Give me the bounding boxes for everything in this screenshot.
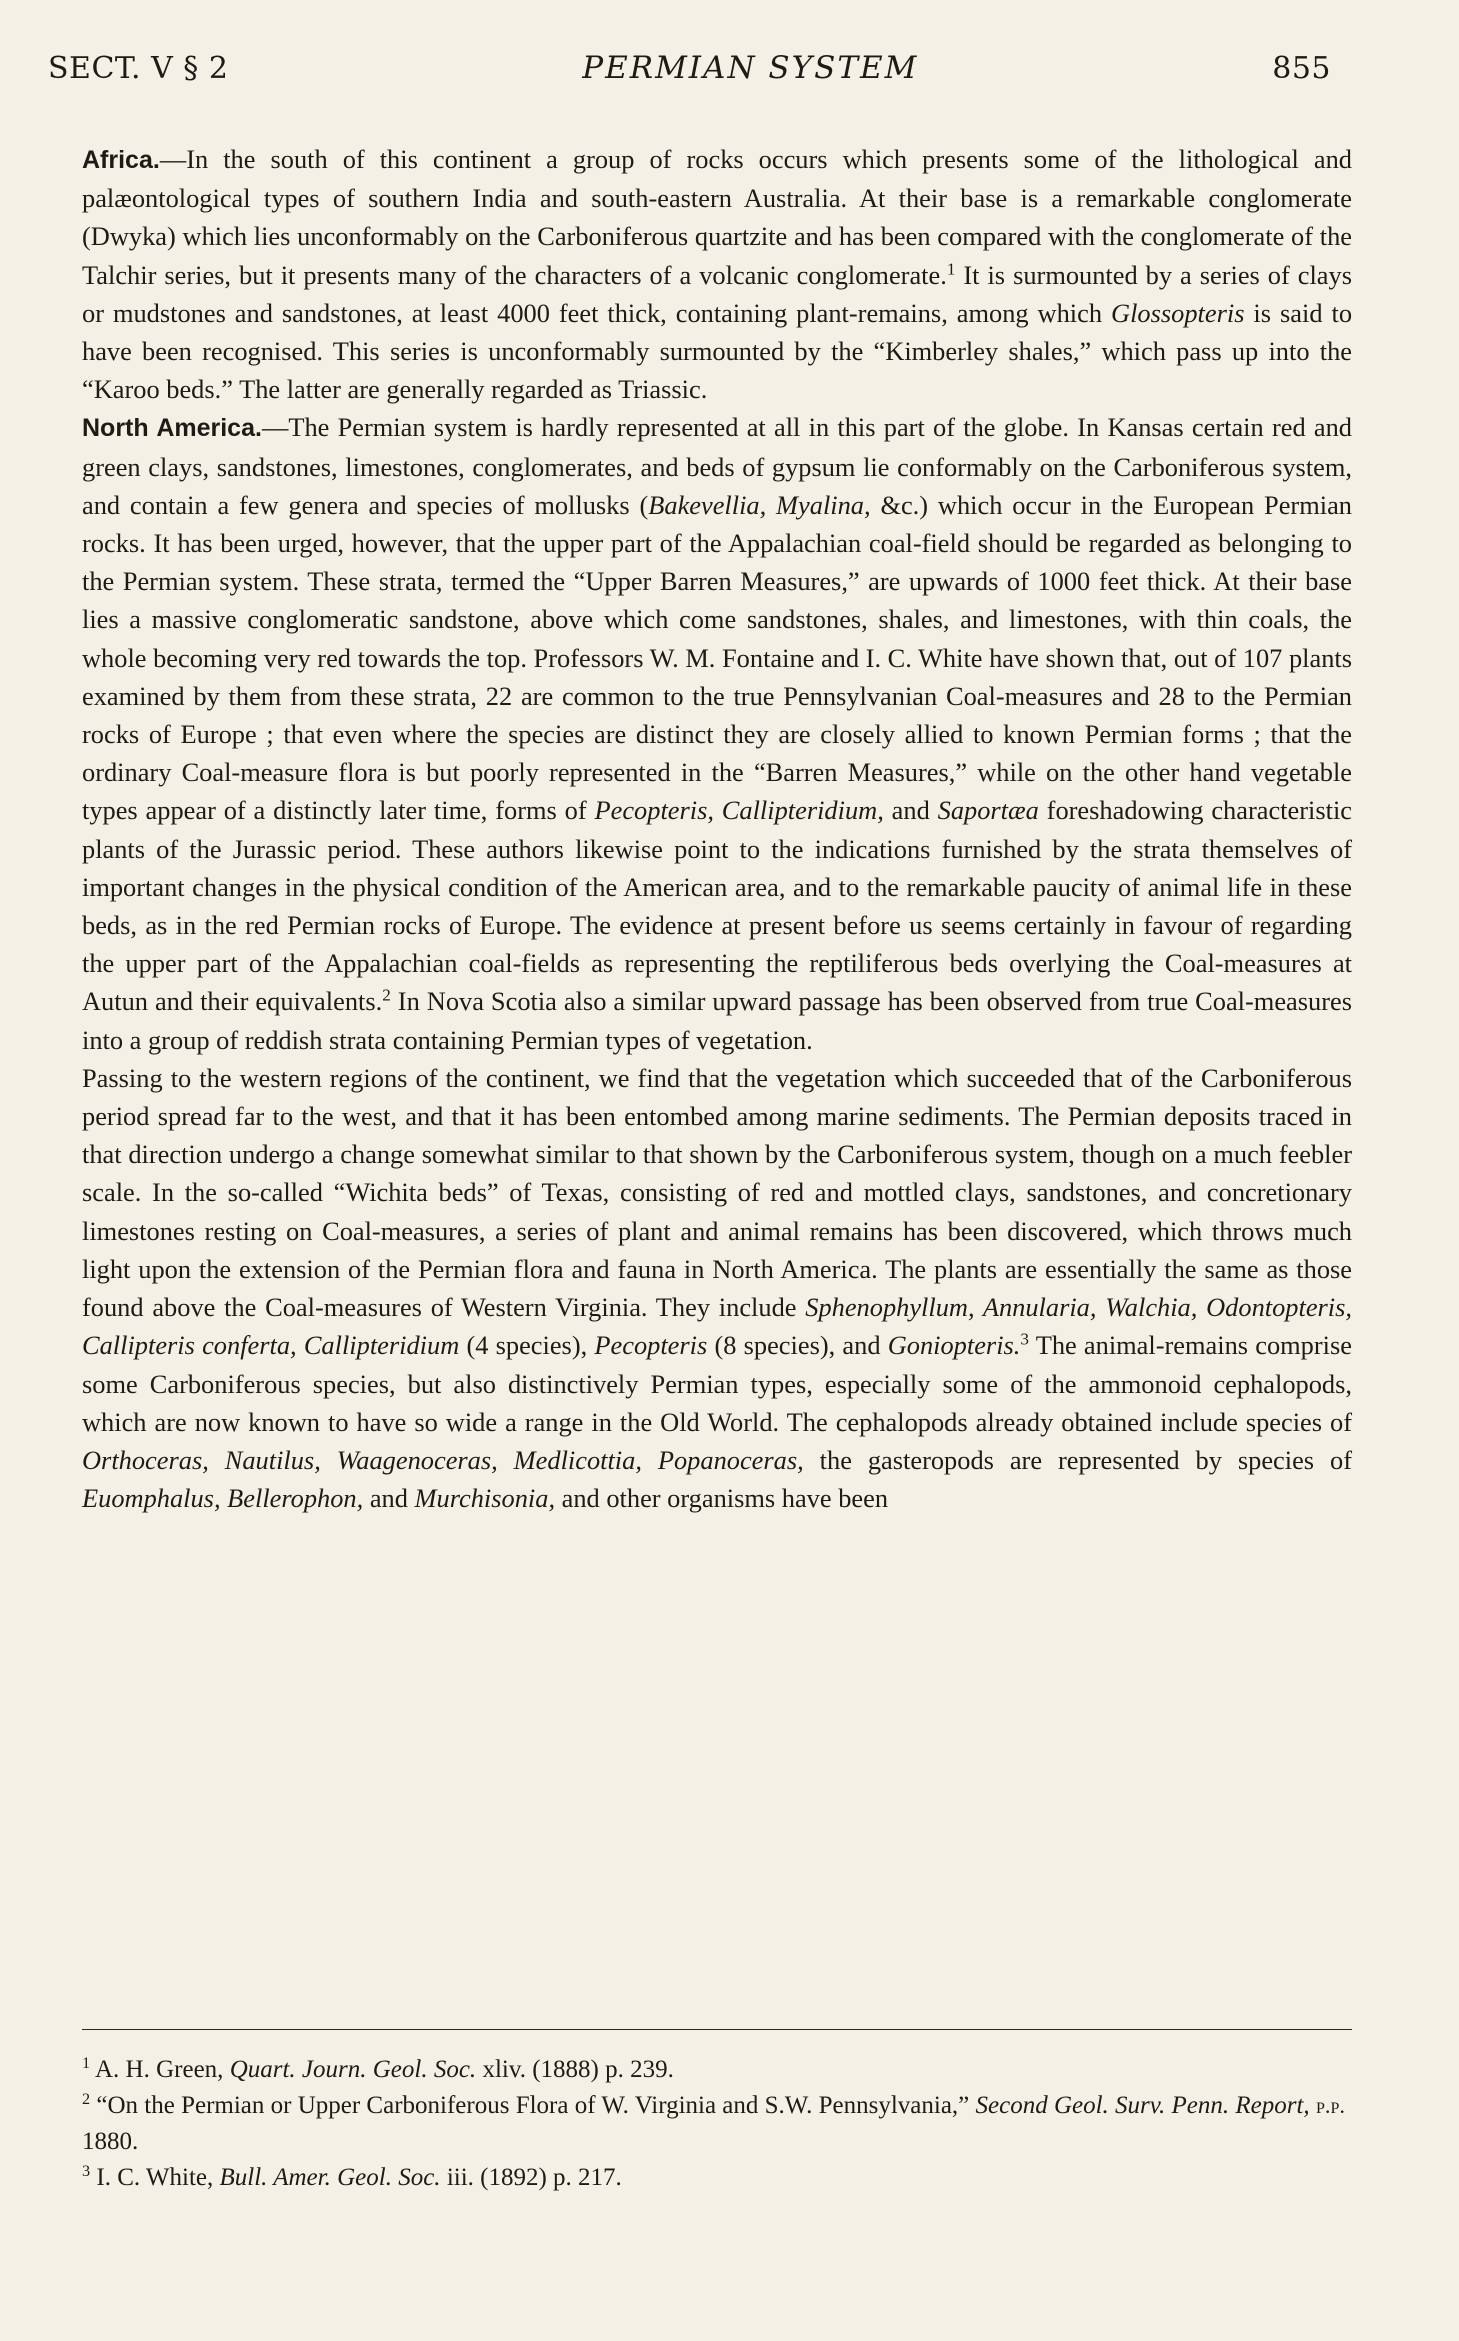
italic-term: Saportæa [937,795,1039,826]
text-run: foreshadowing characteristic plants of the Jurassic period. These authors likewise point to the indications furnished by the strata themselves of important changes in the physical condition of the American area, and to the remarkable paucity of animal life in these beds, as in the red Permian rocks of Europe. The evidence at present before us seems certainly in favour of regarding the upper part of the Appalachian coal-fields as representing the reptiliferous beds overlying the Coal-measures at Autun and their equivalents. [82,795,1352,1017]
italic-term: Pecopteris [594,1330,708,1361]
italic-term: Glossopteris [1111,297,1245,328]
italic-term: Bakevellia, Myalina, [648,489,871,520]
italic-term: Goniopteris. [887,1330,1021,1361]
text-run: the gasteropods are represented by species of [803,1444,1352,1475]
heading-north-america: North America. [82,414,262,443]
italic-term: Orthoceras, Nautilus, Waagenoceras, Medlicottia, Popanoceras, [82,1444,804,1475]
page-number: 855 [1272,51,1331,86]
italic-term: Murchisonia, [414,1483,556,1514]
italic-term: Sphenophyllum, Annularia, Walchia, Odontopteris, Callipteris conferta, Callipteridium [82,1292,1352,1361]
paragraph-north-america [82,408,1352,1058]
text-run: —In the south of this continent a group of rocks occurs which presents some of the lithological and palæontological types of southern India and south-eastern Australia. At their base is a remarkable conglomerate (Dwyka) which lies unconformably on the Carboniferous quartzite and has been compared with the conglomerate of the Talchir series, but it presents many of the characters of a volcanic conglomerate. [82,144,1352,290]
main-text [82,140,1352,1517]
paragraph-africa [82,140,1352,408]
text-run: Passing to the western regions of the continent, we find that the vegetation which succeeded that of the Carboniferous period spread far to the west, and that it has been entombed among marine sediments. The Permian deposits traced in that direction undergo a change somewhat similar to that shown by the Carboniferous system, though on a much feebler scale. In the so-called “Wichita beds” of Texas, consisting of red and mottled clays, sandstones, and concretionary limestones resting on Coal-measures, a series of plant and animal remains has been discovered, which throws much light upon the extension of the Permian flora and fauna in North America. The plants are essentially the same as those found above the Coal-measures of Western Virginia. They include [82,1062,1352,1323]
text-run: and [883,795,938,826]
footnote-ref-2: 2 [382,986,391,1006]
text-run: (8 species), and [707,1330,888,1361]
italic-term: Pecopteris, Callipteridium, [594,795,884,826]
paragraph-western-regions [82,1059,1352,1517]
footnote-1 [82,2052,1352,2088]
footnote-journal: Quart. Journ. Geol. Soc. [229,2056,477,2083]
text-run: —The Permian system is hardly represented at all in this part of the globe. In Kansas certain red and green clays, sandstones, limestones, conglomerates, and beds of gypsum lie conformably on the Carboniferous system, and contain a few genera and species of mollusks ( [82,412,1352,520]
heading-africa: Africa. [82,146,160,174]
footnote-text: iii. (1892) p. 217. [440,2164,622,2191]
footnote-journal: Bull. Amer. Geol. Soc. [219,2164,441,2191]
footnote-text: A. H. Green, [90,2056,230,2083]
running-header [48,50,1331,86]
text-run: &c.) which occur in the European Permian rocks. It has been urged, however, that the upper part of the Appalachian coal-field should be regarded as belonging to the Permian system. These strata, termed the “Upper Barren Measures,” are upwards of 1000 feet thick. At their base lies a massive conglomeratic sandstone, above which come sandstones, shales, and limestones, with thin coals, the whole becoming very red towards the top. Professors W. M. Fontaine and I. C. White have shown that, out of 107 plants examined by them from these strata, 22 are common to the true Pennsylvanian Coal-measures and 28 to the Permian rocks of Europe ; that even where the species are distinct they are closely allied to known Permian forms ; that the ordinary Coal-measure flora is but poorly represented in the “Barren Measures,” while on the other hand vegetable types appear of a distinctly later time, forms of [82,489,1352,826]
footnote-text: 1880. [82,2128,139,2155]
footnote-ref-1: 1 [946,259,956,279]
footnote-2 [82,2088,1352,2160]
text-run: and other organisms have been [555,1483,889,1514]
footnote-3 [82,2160,1352,2196]
footnotes [82,2052,1352,2196]
footnote-smallcaps: p.p. [1315,2093,1345,2118]
text-run: In Nova Scotia also a similar upward passage has been observed from true Coal-measures into a group of reddish strata containing Permian types of vegetation. [82,986,1352,1055]
footnote-mark: 3 [82,2162,91,2181]
text-run: is said to have been recognised. This series is unconformably surmounted by the “Kimberley shales,” which pass up into the “Karoo beds.” The latter are generally regarded as Triassic. [82,297,1353,405]
footnote-journal: Second Geol. Surv. Penn. Report, [975,2092,1310,2119]
text-run: and [363,1483,415,1514]
text-run: It is surmounted by a series of clays or mudstones and sandstones, at least 4000 feet thick, containing plant-remains, among which [82,259,1352,328]
footnote-text: xliv. (1888) p. 239. [476,2056,674,2083]
text-run: (4 species), [459,1330,595,1361]
italic-term: Euomphalus, Bellerophon, [82,1483,364,1514]
footnote-text: “On the Permian or Upper Carboniferous Flora of W. Virginia and S.W. Pennsylvania,” [90,2092,976,2119]
section-label: SECT. V § 2 [48,51,229,86]
footnote-mark: 2 [82,2090,91,2109]
footnote-divider [82,2029,1352,2030]
footnote-mark: 1 [82,2054,91,2073]
footnote-text: I. C. White, [90,2164,220,2191]
running-title: PERMIAN SYSTEM [582,50,919,86]
text-run: The animal-remains comprise some Carboniferous species, but also distinctively Permian types, especially some of the ammonoid cephalopods, which are now known to have so wide a range in the Old World. The cephalopods already obtained include species of [82,1330,1352,1437]
footnote-ref-3: 3 [1020,1329,1029,1349]
